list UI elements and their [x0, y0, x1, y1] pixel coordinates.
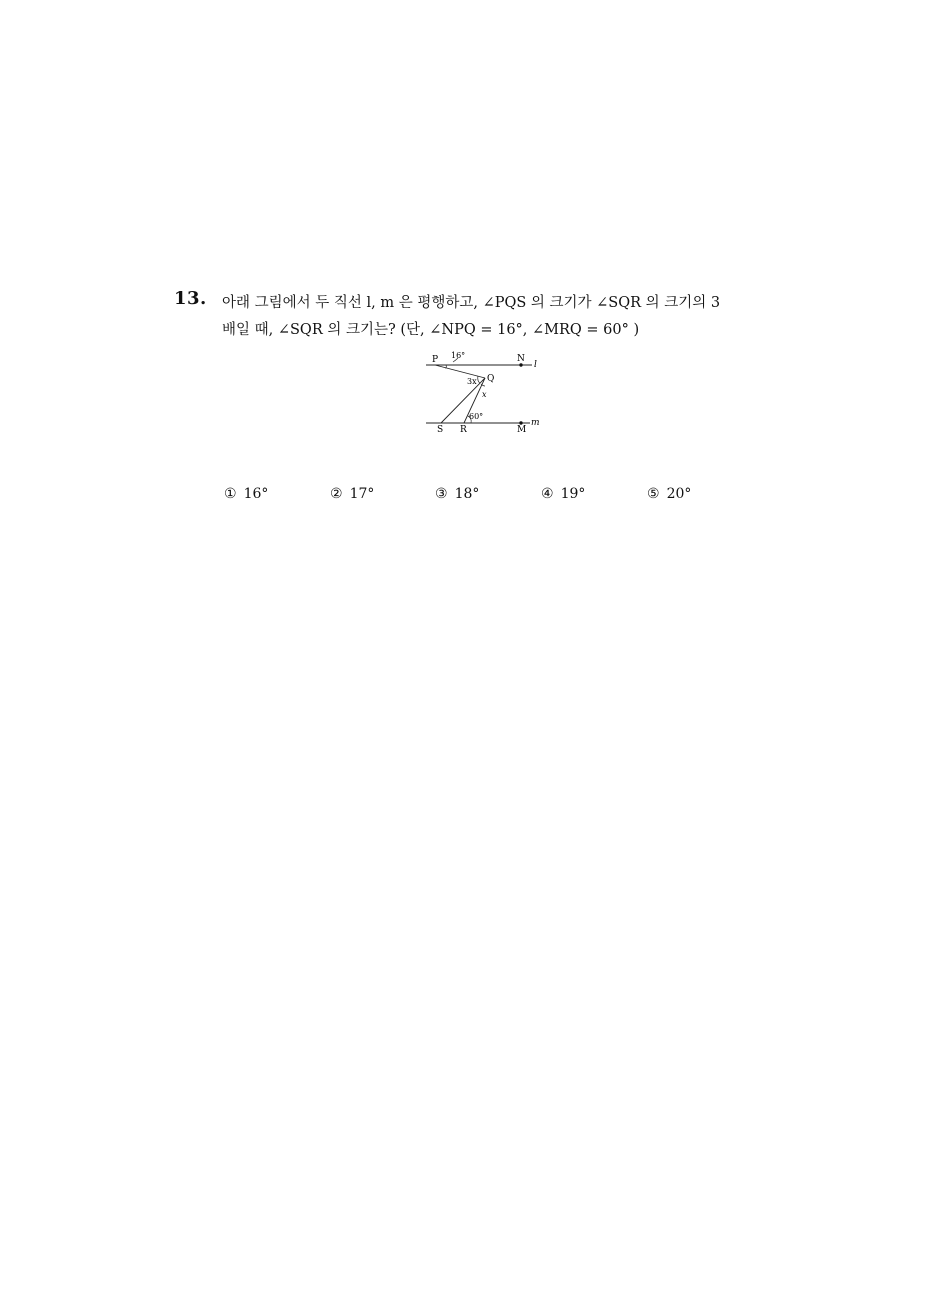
label-m: m — [531, 418, 540, 428]
label-l: l — [534, 360, 537, 370]
label-n: N — [517, 354, 525, 364]
label-m-point: M — [517, 425, 527, 435]
problem-number: 13. — [174, 288, 207, 309]
choice-4-marker: ④ — [541, 486, 554, 502]
choice-5-marker: ⑤ — [647, 486, 660, 502]
choice-1-value: 16° — [243, 486, 269, 502]
label-r: R — [460, 425, 467, 435]
problem-text-line-1: 아래 그림에서 두 직선 l, m 은 평행하고, ∠PQS 의 크기가 ∠SQR 의 크기의 3 — [222, 295, 721, 311]
choice-3-marker: ③ — [435, 486, 448, 502]
choice-5[interactable] — [647, 486, 691, 502]
label-p: P — [432, 355, 439, 365]
label-angle-60: 60° — [469, 412, 484, 421]
choice-2[interactable] — [330, 486, 374, 502]
label-angle-16: 16° — [451, 351, 466, 360]
choice-1-marker: ① — [224, 486, 237, 502]
geometry-diagram — [420, 346, 550, 436]
label-s: S — [437, 425, 444, 435]
choice-4[interactable] — [541, 486, 585, 502]
choice-1[interactable] — [224, 486, 268, 502]
label-q: Q — [487, 374, 495, 384]
problem-text-line-2: 배일 때, ∠SQR 의 크기는? (단, ∠NPQ = 16°, ∠MRQ = 60° ) — [222, 322, 640, 338]
label-angle-x: x — [482, 390, 487, 399]
choice-2-value: 17° — [349, 486, 375, 502]
choice-3-value: 18° — [454, 486, 480, 502]
choice-5-value: 20° — [666, 486, 692, 502]
choice-4-value: 19° — [560, 486, 586, 502]
label-angle-3x: 3x — [467, 377, 477, 386]
choice-2-marker: ② — [330, 486, 343, 502]
choice-3[interactable] — [435, 486, 479, 502]
segment-pq — [435, 365, 485, 378]
answer-choices — [0, 486, 926, 506]
geometry-figure — [420, 346, 550, 436]
